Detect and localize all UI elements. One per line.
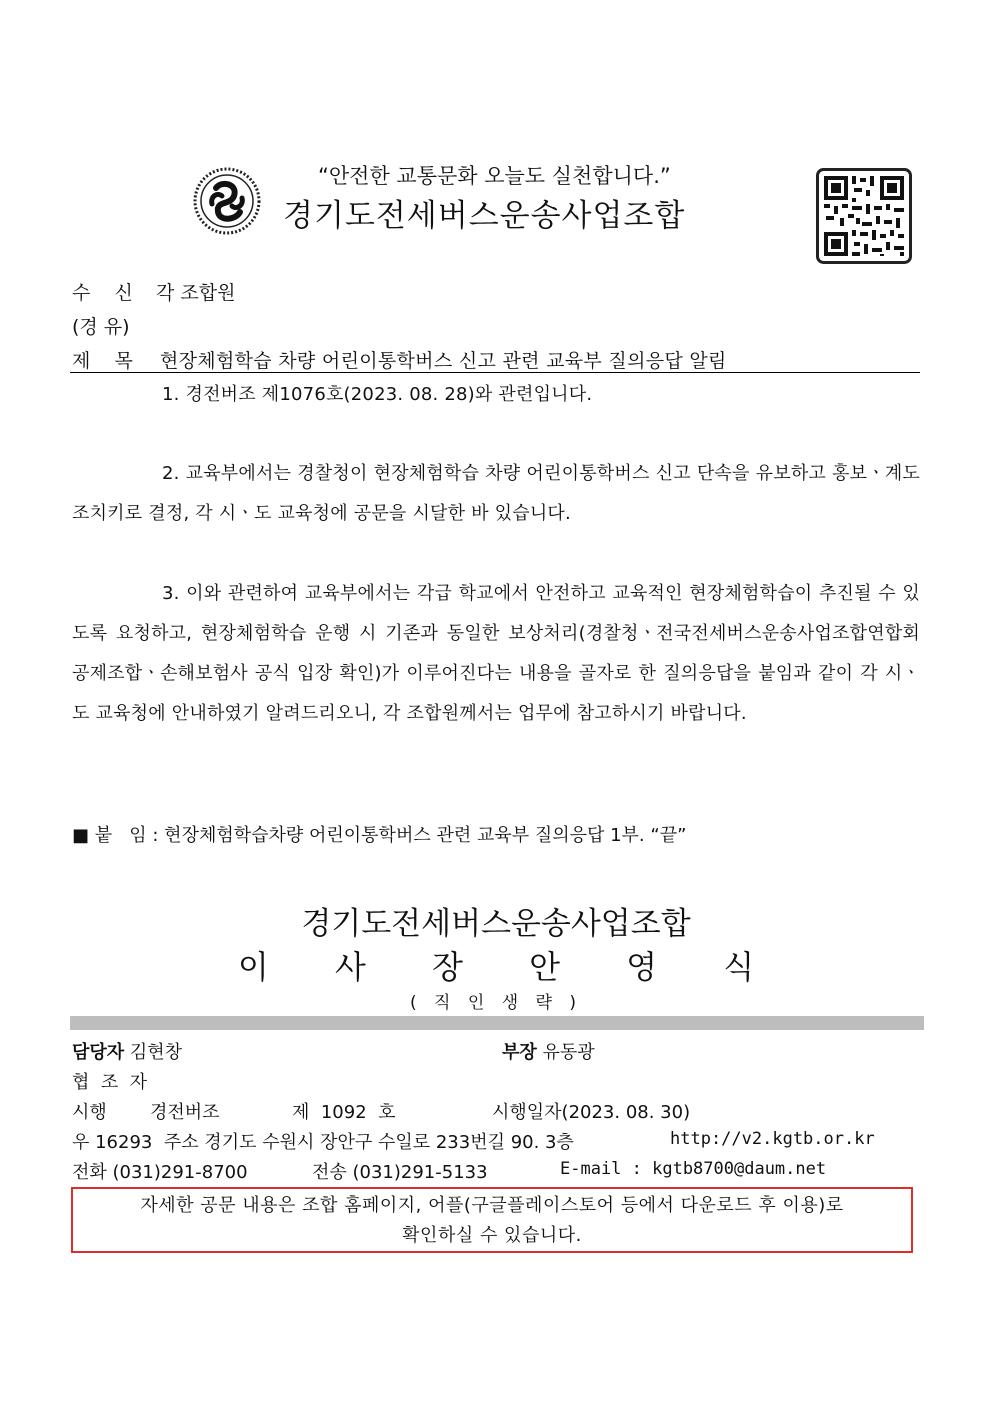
manager-row <box>72 1038 182 1064</box>
fax: 전송 (031)291-5133 <box>312 1162 488 1183</box>
manager-name: 김현창 <box>129 1042 183 1063</box>
director-row <box>502 1038 595 1064</box>
recipient-label: 수 신 <box>72 282 133 304</box>
manager-label: 담당자 <box>72 1042 125 1063</box>
email[interactable]: E-mail : kgtb8700@daum.net <box>560 1159 827 1179</box>
paragraph-1: 1. 경전버조 제1076호(2023. 08. 28)와 관련입니다. <box>162 384 593 405</box>
recipient-value: 각 조합원 <box>156 282 236 304</box>
director-label: 부장 <box>502 1042 537 1063</box>
paragraph-2: 2. 교육부에서는 경찰청이 현장체험학습 차량 어린이통학버스 신고 단속을 유보하고 홍보ㆍ계도 조치키로 결정, 각 시ㆍ도 교육청에 공문을 시달한 바 있습니다. <box>72 463 920 524</box>
homepage-link[interactable]: http://v2.kgtb.or.kr <box>670 1129 875 1149</box>
via-label: (경 유) <box>72 316 130 338</box>
subject-row <box>72 346 727 373</box>
phone: 전화 (031)291-8700 <box>72 1162 248 1183</box>
enforce-date: 시행일자(2023. 08. 30) <box>492 1102 691 1123</box>
org-title: 경기도전세버스운송사업조합 <box>283 198 686 234</box>
signature-name: 이 사 장 안 영 식 <box>237 948 783 986</box>
director-name: 유동광 <box>542 1042 595 1063</box>
notice-box <box>71 1187 913 1253</box>
doc-number: 제 1092 호 <box>292 1102 396 1123</box>
subject-underline <box>70 372 920 373</box>
notice-line-1: 자세한 공문 내용은 조합 홈페이지, 어플(구글플레이스토어 등에서 다운로드 후 이용)로 <box>140 1195 844 1216</box>
enforce-dept: 경전버조 <box>150 1102 220 1123</box>
union-logo-icon <box>192 166 262 236</box>
qr-code-icon[interactable] <box>816 168 912 264</box>
paragraph-3: 3. 이와 관련하여 교육부에서는 각급 학교에서 안전하고 교육적인 현장체험학습이 추진될 수 있도록 요청하고, 현장체험학습 운행 시 기존과 동일한 보상처리(경찰청ㆍ전국전세버스운송사업조합연합회 공제조합ㆍ손해보험사 공식 입장 확인)가 이루어진다는 내용을 골자로 한 질의응답을 붙임과 같이 각 시ㆍ도 교육청에 안내하였기 알려드리오니, 각 조합원께서는 업무에 참고하시기 바랍니다. <box>72 583 920 724</box>
address: 우 16293 주소 경기도 수원시 장안구 수일로 233번길 90. 3층 <box>72 1132 574 1153</box>
subject-label: 제 목 <box>72 350 133 372</box>
recipient-row <box>72 278 235 305</box>
signature-org: 경기도전세버스운송사업조합 <box>301 906 691 942</box>
slogan: “안전한 교통문화 오늘도 실천합니다.” <box>318 164 671 188</box>
attachment-line: ■ 붙 임 : 현장체험학습차량 어린이통학버스 관련 교육부 질의응답 1부. “끝” <box>72 825 687 846</box>
seal-omitted: ( 직 인 생 략 ) <box>410 993 582 1013</box>
subject-value: 현장체험학습 차량 어린이통학버스 신고 관련 교육부 질의응답 알림 <box>160 350 727 372</box>
notice-line-2: 확인하실 수 있습니다. <box>402 1225 582 1246</box>
via-row <box>72 312 130 339</box>
enforce-label: 시행 <box>72 1102 107 1123</box>
coop-label: 협 조 자 <box>72 1072 148 1093</box>
divider-bar <box>70 1016 924 1030</box>
